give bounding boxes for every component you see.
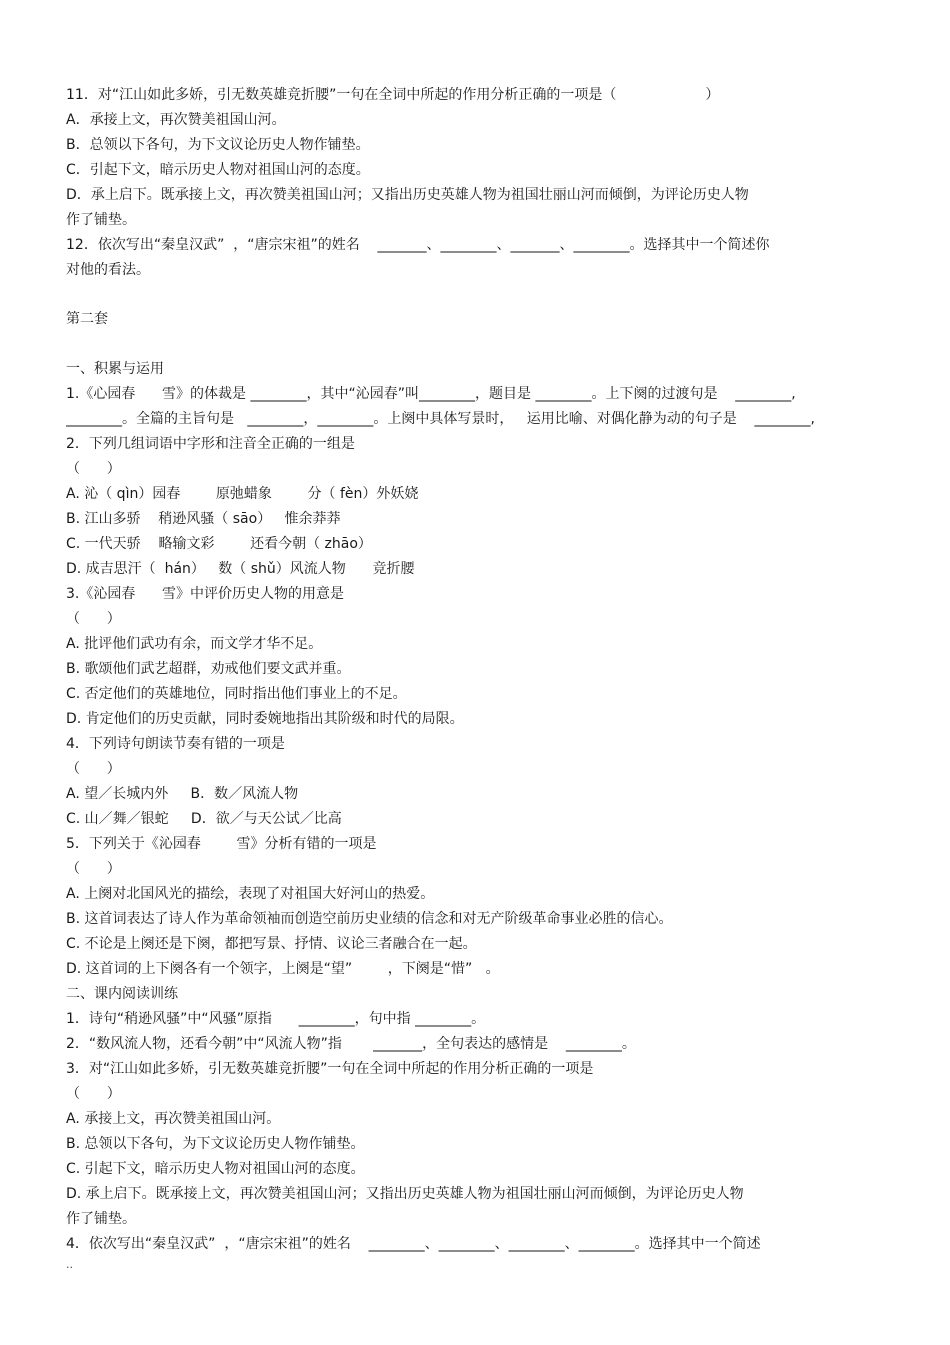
s2-line: （ ） xyxy=(66,1086,121,1102)
s1-line: 3.《沁园春 雪》中评价历史人物的用意是 xyxy=(66,586,345,602)
s1-line: D. 成吉思汗（ hán） 数（ shǔ）风流人物 竞折腰 xyxy=(66,561,415,577)
s1-line: C. 山／舞／银蛇 D．欲／与天公试／比高 xyxy=(66,811,342,827)
s1-line: B. 江山多骄 稍逊风骚（ sāo） 惟余莽莽 xyxy=(66,511,341,527)
q11-option-d: D．承上启下。既承接上文，再次赞美祖国山河；又指出历史英雄人物为祖国壮丽山河而倾倒，为评论历史人物 xyxy=(66,187,749,203)
s1-line: 2．下列几组词语中字形和注音全正确的一组是 xyxy=(66,436,355,452)
s2-line: C. 引起下文，暗示历史人物对祖国山河的态度。 xyxy=(66,1161,365,1177)
q11-option-c: C．引起下文，暗示历史人物对祖国山河的态度。 xyxy=(66,162,370,178)
set2-title: 第二套 xyxy=(66,311,108,327)
s2-line: 作了铺垫。 xyxy=(66,1211,136,1227)
s2-line: 1．诗句“稍逊风骚”中“风骚”原指 ________，句中指 ________。 xyxy=(66,1011,486,1027)
s2-line: 2．“数风流人物，还看今朝”中“风流人物”指 _______，全句表达的感情是 ________。 xyxy=(66,1036,636,1052)
section1-heading: 一、积累与运用 xyxy=(66,361,164,377)
s1-line: （ ） xyxy=(66,861,121,877)
s1-line: C. 一代天骄 略输文彩 还看今朝（ zhāo） xyxy=(66,536,372,552)
s1-line: B. 这首词表达了诗人作为革命领袖而创造空前历史业绩的信念和对无产阶级革命事业必胜的信心。 xyxy=(66,911,673,927)
s1-line: A. 上阕对北国风光的描绘，表现了对祖国大好河山的热爱。 xyxy=(66,886,435,902)
question-12-line1: 12．依次写出“秦皇汉武” ，“唐宗宋祖”的姓名 _______、________、_______、________。选择其中一个简述你 xyxy=(66,237,770,253)
q11-option-a: A．承接上文，再次赞美祖国山河。 xyxy=(66,112,286,128)
s1-line: C. 否定他们的英雄地位，同时指出他们事业上的不足。 xyxy=(66,686,407,702)
s1-line: （ ） xyxy=(66,611,121,627)
s1-line: （ ） xyxy=(66,461,121,477)
s1-line: B. 歌颂他们武艺超群，劝戒他们要文武并重。 xyxy=(66,661,351,677)
s1-line: ________。全篇的主旨句是 ________，________。上阕中具体写景时， 运用比喻、对偶化静为动的句子是 ________, xyxy=(66,411,815,427)
s1-line: 1.《心园春 雪》的体裁是 ________，其中“沁园春”叫________，题目是 ________。上下阕的过渡句是 ________, xyxy=(66,386,796,402)
q11-option-b: B．总领以下各句，为下文议论历史人物作铺垫。 xyxy=(66,137,370,153)
s1-line: 5．下列关于《沁园春 雪》分析有错的一项是 xyxy=(66,836,377,852)
q11-option-d-continued: 作了铺垫。 xyxy=(66,212,136,228)
question-11-stem: 11．对“江山如此多娇，引无数英雄竞折腰”一句在全词中所起的作用分析正确的一项是（ ） xyxy=(66,87,720,103)
s1-line: （ ） xyxy=(66,761,121,777)
s1-line: C. 不论是上阕还是下阕，都把写景、抒情、议论三者融合在一起。 xyxy=(66,936,477,952)
s2-line: D. 承上启下。既承接上文，再次赞美祖国山河；又指出历史英雄人物为祖国壮丽山河而倾倒，为评论历史人物 xyxy=(66,1186,744,1202)
trailing-mark: .. xyxy=(66,1258,73,1271)
s1-line: 4．下列诗句朗读节奏有错的一项是 xyxy=(66,736,285,752)
s1-line: D. 这首词的上下阕各有一个领字，上阕是“望” ，下阕是“惜” 。 xyxy=(66,961,500,977)
s1-line: A. 批评他们武功有余，而文学才华不足。 xyxy=(66,636,323,652)
s2-line: 4．依次写出“秦皇汉武” ，“唐宗宋祖”的姓名 ________、________、________、________。选择其中一个简述 xyxy=(66,1236,761,1252)
s1-line: A. 望／长城内外 B．数／风流人物 xyxy=(66,786,299,802)
s1-line: D. 肯定他们的历史贡献，同时委婉地指出其阶级和时代的局限。 xyxy=(66,711,464,727)
s2-line: B. 总领以下各句，为下文议论历史人物作铺垫。 xyxy=(66,1136,365,1152)
s2-line: A. 承接上文，再次赞美祖国山河。 xyxy=(66,1111,281,1127)
s2-line: 3．对“江山如此多娇，引无数英雄竞折腰”一句在全词中所起的作用分析正确的一项是 xyxy=(66,1061,594,1077)
section2-heading: 二、课内阅读训练 xyxy=(66,986,178,1002)
question-12-line2: 对他的看法。 xyxy=(66,262,150,278)
s1-line: A. 沁（ qìn）园春 原弛蜡象 分（ fèn）外妖娆 xyxy=(66,486,419,502)
